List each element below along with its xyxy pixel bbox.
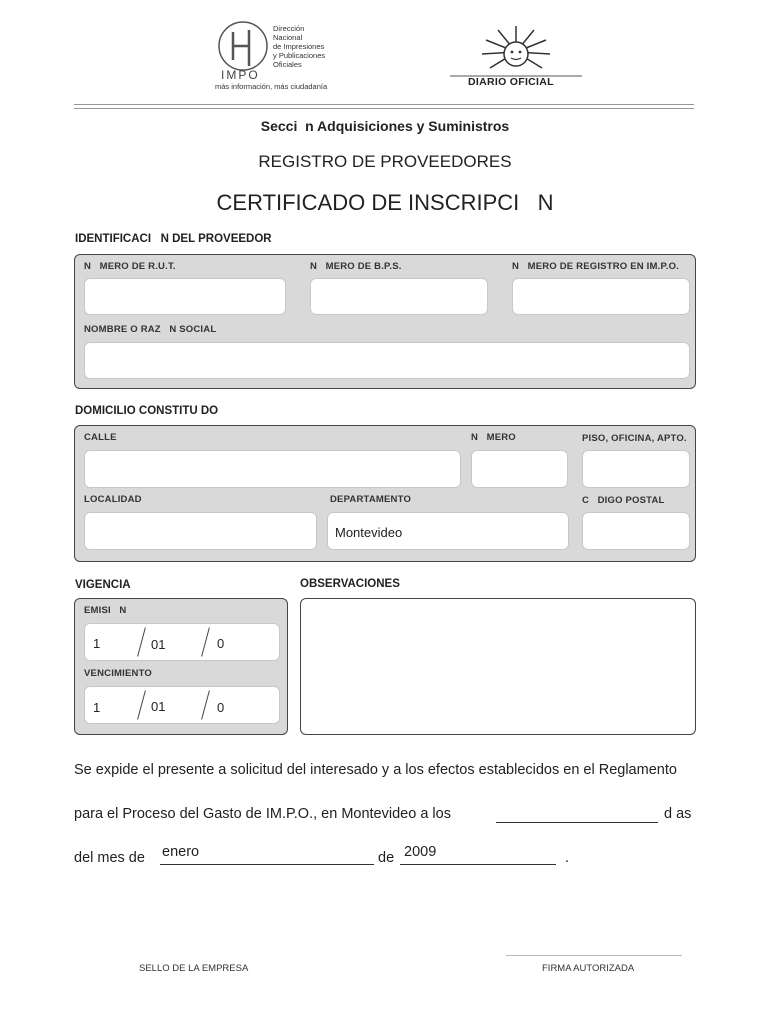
piso-field[interactable]: [582, 450, 690, 488]
departamento-label: DEPARTAMENTO: [330, 494, 412, 505]
calle-label: CALLE: [84, 432, 117, 443]
vencimiento-year: 0: [217, 700, 225, 715]
observaciones-box[interactable]: [300, 598, 696, 735]
body-line-2: para el Proceso del Gasto de IM.P.O., en Montevideo a los: [74, 806, 451, 822]
vencimiento-month: 01: [151, 699, 166, 714]
body-line-1: Se expide el presente a solicitud del interesado y a los efectos establecidos en el Reglamento: [74, 762, 677, 778]
body-line-3-start: del mes de: [74, 850, 145, 866]
localidad-label: LOCALIDAD: [84, 494, 142, 505]
section-title: Secci n Adquisiciones y Suministros: [260, 118, 510, 134]
mes-blank[interactable]: [160, 864, 374, 865]
localidad-field[interactable]: [84, 512, 317, 550]
vencimiento-day: 1: [93, 700, 101, 715]
impo-tagline: más información, más ciudadanía: [215, 82, 328, 91]
emision-field[interactable]: [84, 623, 280, 661]
header-rule: [74, 104, 694, 105]
registro-field[interactable]: [512, 278, 690, 315]
certificado-title: CERTIFICADO DE INSCRIPCI N: [216, 190, 554, 215]
emision-label: EMISI N: [84, 605, 127, 616]
rut-field[interactable]: [84, 278, 286, 315]
impo-name: IMPO: [221, 68, 260, 82]
anio-blank[interactable]: [400, 864, 556, 865]
diario-oficial-logo: [446, 22, 586, 92]
razon-field[interactable]: [84, 342, 690, 379]
departamento-field[interactable]: [327, 512, 569, 550]
numero-field[interactable]: [471, 450, 568, 488]
departamento-value: Montevideo: [335, 525, 403, 540]
registro-title: REGISTRO DE PROVEEDORES: [258, 152, 512, 171]
calle-field[interactable]: [84, 450, 461, 488]
razon-label: NOMBRE O RAZ N SOCIAL: [84, 324, 217, 335]
vencimiento-field[interactable]: [84, 686, 280, 724]
emision-month: 01: [151, 637, 166, 652]
bps-label: N MERO DE B.P.S.: [310, 261, 402, 272]
emision-day: 1: [93, 636, 101, 651]
header-rule-2: [74, 108, 694, 109]
body-line-2-end: d as: [664, 806, 692, 822]
mes-value: enero: [162, 844, 200, 860]
postal-label: C DIGO POSTAL: [582, 495, 665, 506]
firma-label: FIRMA AUTORIZADA: [542, 963, 635, 974]
diario-title: DIARIO OFICIAL: [468, 76, 554, 88]
vencimiento-label: VENCIMIENTO: [84, 668, 153, 679]
period-text: .: [565, 850, 570, 866]
bps-field[interactable]: [310, 278, 488, 315]
domicilio-heading: DOMICILIO CONSTITU DO: [75, 405, 219, 417]
de-text: de: [378, 850, 395, 866]
vigencia-heading: VIGENCIA: [75, 579, 131, 591]
postal-field[interactable]: [582, 512, 690, 550]
sello-label: SELLO DE LA EMPRESA: [139, 963, 249, 974]
dias-blank[interactable]: [496, 822, 658, 823]
identificacion-heading: IDENTIFICACI N DEL PROVEEDOR: [75, 233, 272, 245]
rut-label: N MERO DE R.U.T.: [84, 261, 176, 272]
observaciones-heading: OBSERVACIONES: [300, 578, 400, 590]
impo-text: Dirección Nacional de Impresiones y Publicaciones Oficiales: [273, 24, 326, 69]
registro-label: N MERO DE REGISTRO EN IM.P.O.: [512, 261, 680, 272]
firma-line: [506, 955, 682, 956]
emision-year: 0: [217, 636, 225, 651]
impo-logo: [215, 20, 345, 92]
piso-label: PISO, OFICINA, APTO.: [582, 433, 687, 444]
anio-value: 2009: [404, 844, 437, 860]
numero-label: N MERO: [471, 432, 516, 443]
